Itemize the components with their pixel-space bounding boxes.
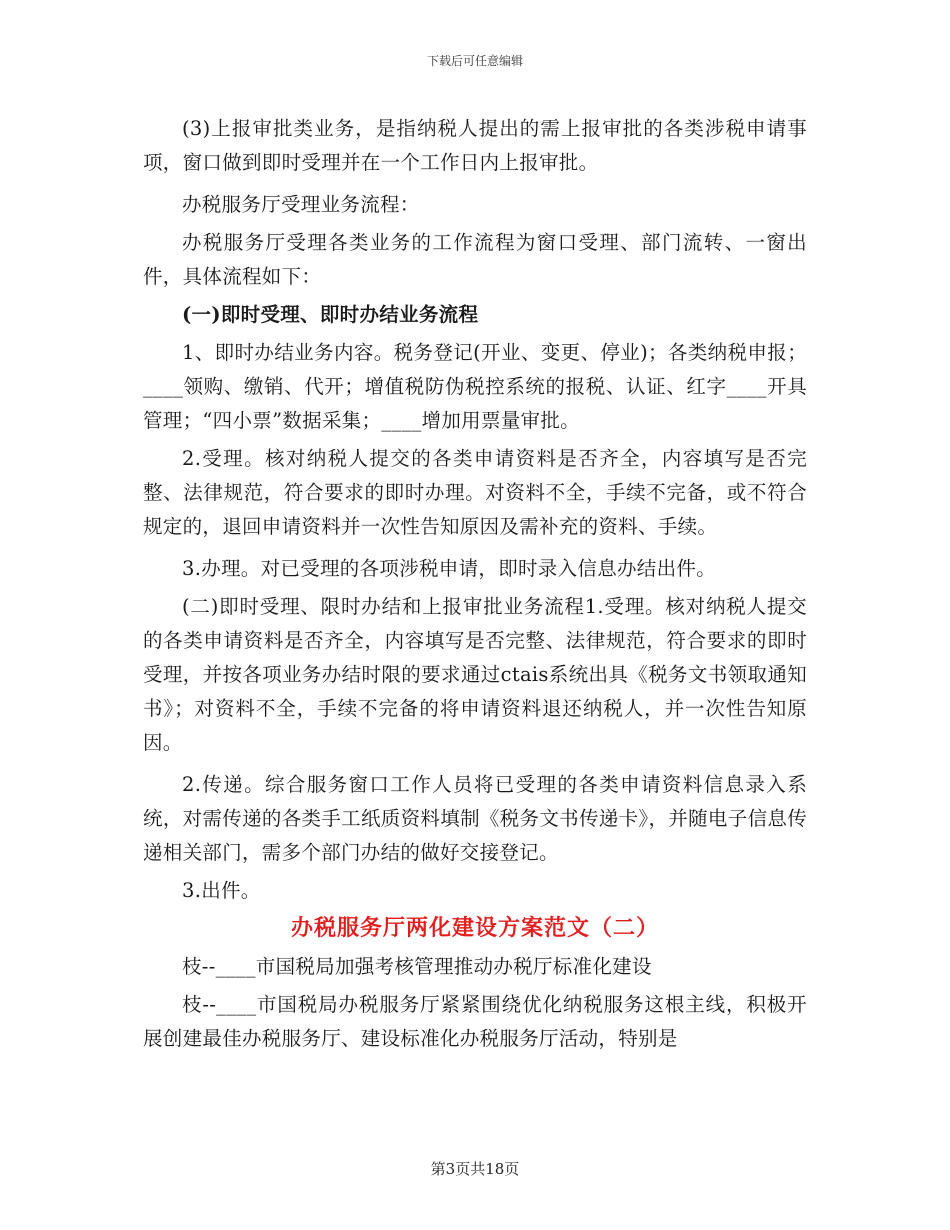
document-body (143, 112, 807, 1056)
subheading-instant-process: (一)即时受理、即时办结业务流程 (182, 303, 479, 326)
paragraph-process-overview: 办税服务厅受理各类业务的工作流程为窗口受理、部门流转、一窗出件，具体流程如下： (143, 231, 807, 288)
paragraph-transfer: 2.传递。综合服务窗口工作人员将已受理的各类申请资料信息录入系统，对需传递的各类手工纸质资料填制《税务文书传递卡》，并随电子信息传递相关部门，需多个部门办结的做好交接登记。 (143, 773, 807, 864)
paragraph-handling: 3.办理。对已受理的各项涉税申请，即时录入信息办结出件。 (182, 557, 717, 580)
paragraph-approval-business: (3)上报审批类业务，是指纳税人提出的需上报审批的各类涉税申请事项，窗口做到即时受理并在一个工作日内上报审批。 (143, 117, 807, 174)
page-header-note: 下载后可任意编辑 (426, 54, 523, 68)
paragraph-issue: 3.出件。 (182, 879, 261, 902)
page-number: 第3页共18页 (430, 1160, 520, 1178)
paragraph-section-line-2: 枝--____市国税局办税服务厅紧紧围绕优化纳税服务这根主线，积极开展创建最佳办税服务厅、建设标准化办税服务厅活动，特别是 (143, 993, 807, 1050)
paragraph-process-intro: 办税服务厅受理业务流程： (182, 193, 420, 216)
section-title: 办税服务厅两化建设方案范文（二） (290, 915, 659, 941)
paragraph-acceptance: 2.受理。核对纳税人提交的各类申请资料是否齐全，内容填写是否完整、法律规范，符合要求的即时办理。对资料不全，手续不完备，或不符合规定的，退回申请资料并一次性告知原因及需补充的资料、手续。 (143, 447, 807, 538)
paragraph-instant-content: 1、即时办结业务内容。税务登记(开业、变更、停业)；各类纳税申报；____领购、缴销、代开；增值税防伪税控系统的报税、认证、红字____开具管理；“四小票”数据采集；____增加用票量审批。 (143, 341, 807, 432)
paragraph-limited-process: (二)即时受理、限时办结和上报审批业务流程1.受理。核对纳税人提交的各类申请资料是否齐全，内容填写是否完整、法律规范，符合要求的即时受理，并按各项业务办结时限的要求通过ctais系统出具《税务文书领取通知书》；对资料不全，手续不完备的将申请资料退还纳税人，并一次性告知原因。 (143, 595, 807, 754)
paragraph-section-line-1: 枝--____市国税局加强考核管理推动办税厅标准化建设 (182, 955, 652, 978)
